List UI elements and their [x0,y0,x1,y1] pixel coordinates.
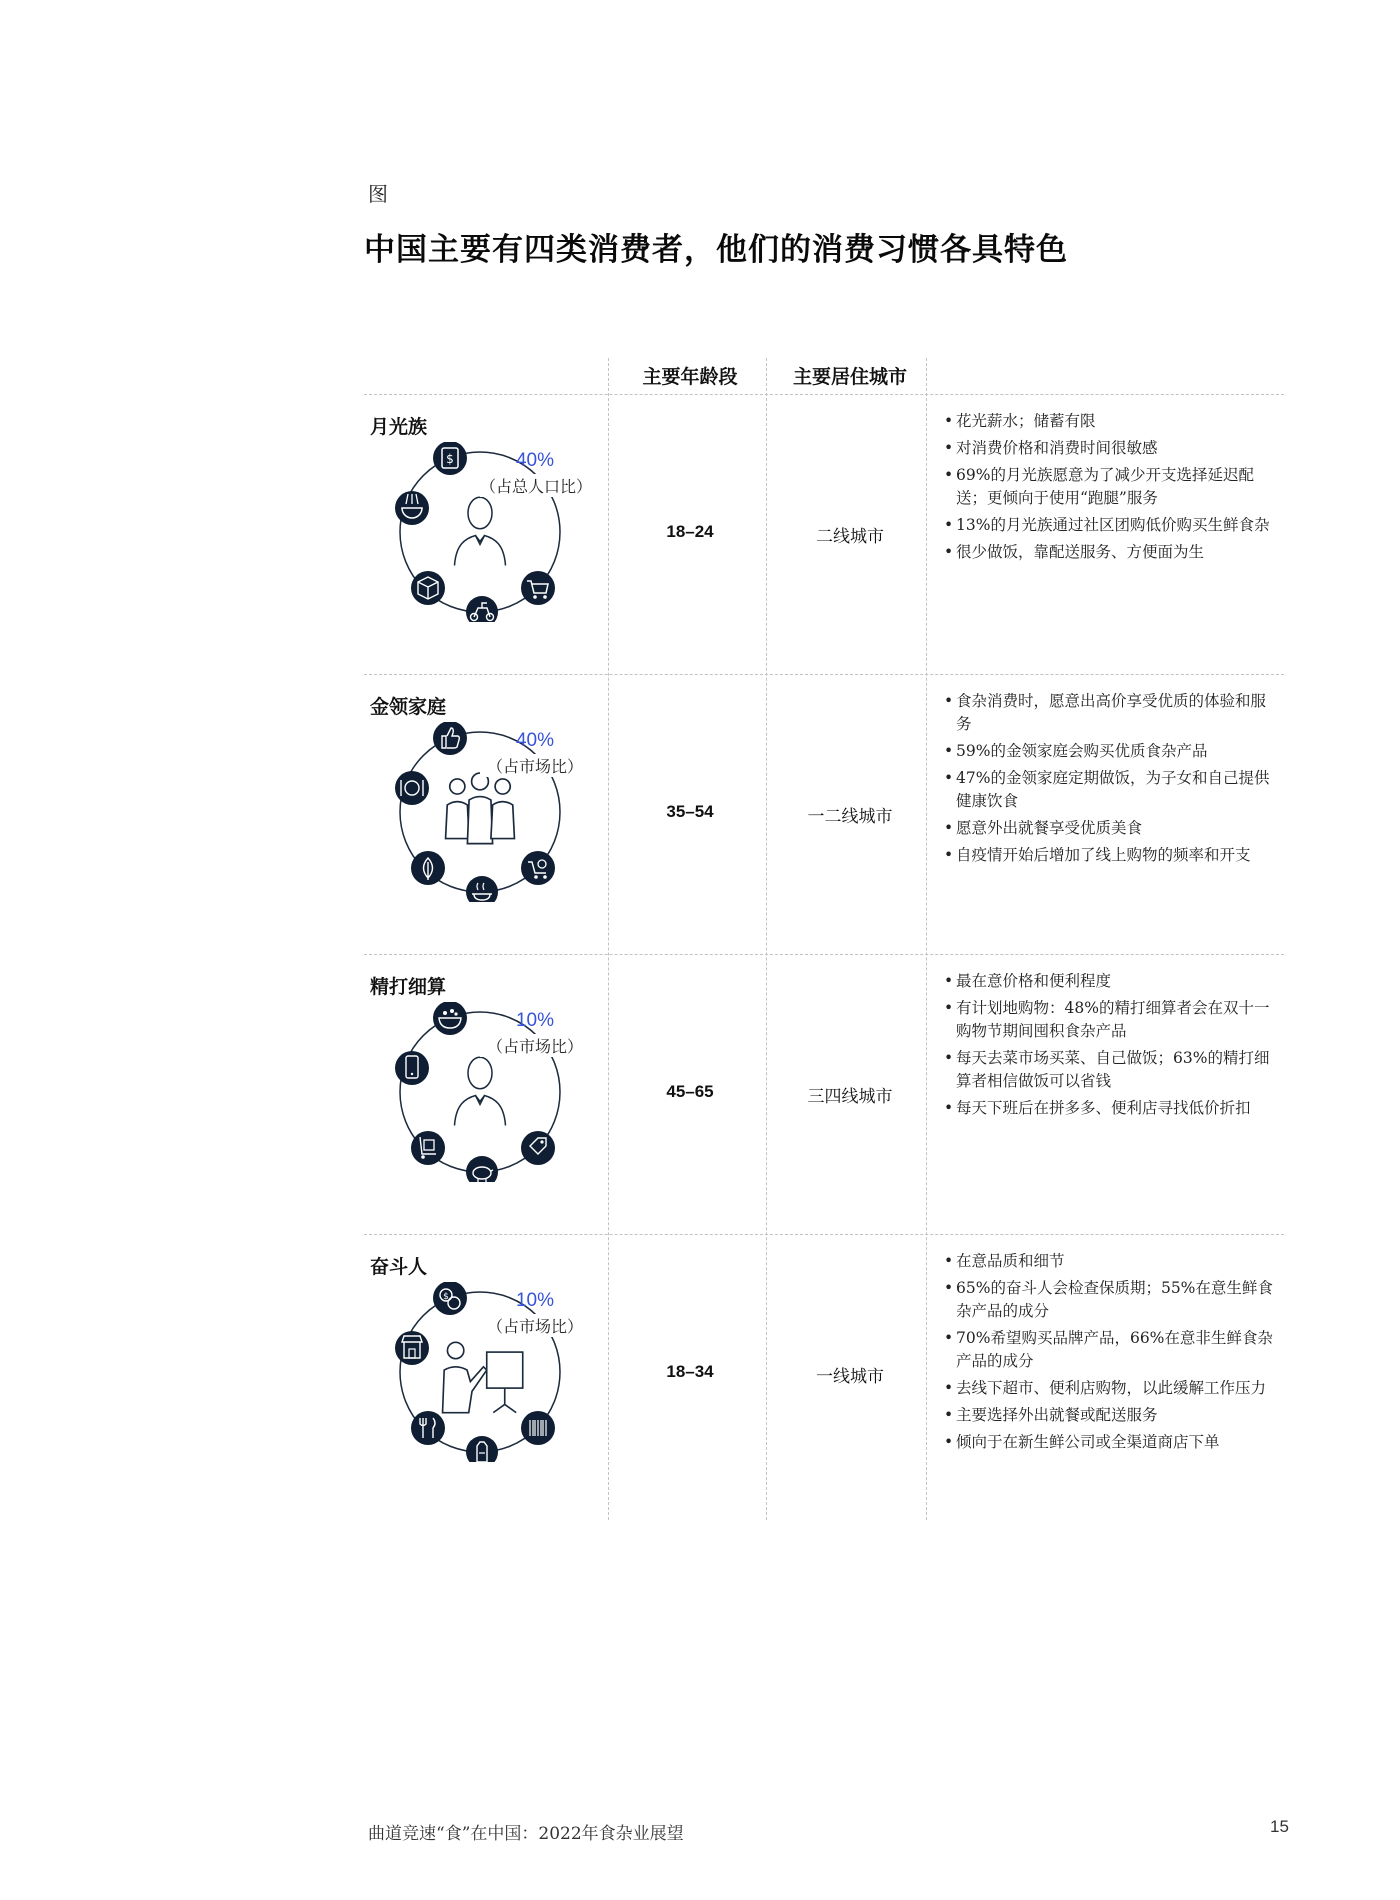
footer-publication-title: 曲道竞速“食”在中国：2022年食杂业展望 [368,1824,684,1844]
table-divider-horizontal [364,394,1284,395]
trait-item: • 很少做饭，靠配送服务、方便面为生 [944,541,1274,564]
trait-item: • 59%的金领家庭会购买优质食杂产品 [944,740,1274,763]
segment-percent-note: （占市场比） [480,754,590,777]
segment-traits [944,970,1274,1124]
trait-item: • 有计划地购物：48%的精打细算者会在双十一购物节期间囤积食杂产品 [944,997,1274,1043]
segment-traits [944,1250,1274,1458]
segment-name: 奋斗人 [370,1256,428,1278]
segment-age-range: 18–34 [666,1362,714,1381]
trait-item: • 倾向于在新生鲜公司或全渠道商店下单 [944,1431,1274,1454]
segment-name: 金领家庭 [370,696,447,718]
trait-item: • 每天去菜市场买菜、自己做饭；63%的精打细算者相信做饭可以省钱 [944,1047,1274,1093]
segment-age-range: 45–65 [666,1082,714,1101]
cutlery-icon [411,1411,445,1445]
segment-age-range: 35–54 [666,802,714,821]
table-row [0,678,1400,958]
presenter-icon [443,1342,523,1412]
trait-item: • 对消费价格和消费时间很敏感 [944,437,1274,460]
money-card-icon [433,442,467,475]
box-icon [411,571,445,605]
svg-text:$: $ [446,452,454,466]
trait-item: • 69%的月光族愿意为了减少开支选择延迟配送；更倾向于使用“跑腿”服务 [944,464,1274,510]
coins-icon [433,1282,467,1315]
segment-city-tier: 一二线城市 [807,807,893,827]
figure-label: 图 [368,182,388,206]
hand-truck-icon [411,1131,445,1165]
page-number: 15 [1270,1817,1289,1836]
trait-item: • 47%的金领家庭定期做饭，为子女和自己提供健康饮食 [944,767,1274,813]
delivery-cart-icon [521,851,555,885]
segment-name: 精打细算 [370,976,447,998]
scooter-icon [466,596,498,622]
trait-item: • 13%的月光族通过社区团购低价购买生鲜食杂 [944,514,1274,537]
barcode-icon [521,1411,555,1445]
plate-icon [395,771,429,805]
table-row [0,398,1400,678]
leaf-icon [411,851,445,885]
trait-item: • 每天下班后在拼多多、便利店寻找低价折扣 [944,1097,1274,1120]
trait-item: • 去线下超市、便利店购物，以此缓解工作压力 [944,1377,1274,1400]
trait-item: • 主要选择外出就餐或配送服务 [944,1404,1274,1427]
segment-percent: 10% [515,1290,555,1311]
piggy-bank-icon [466,1156,498,1182]
trait-item: • 食杂消费时，愿意出高价享受优质的体验和服务 [944,690,1274,736]
trait-item: • 最在意价格和便利程度 [944,970,1274,993]
segment-city-tier: 三四线城市 [807,1087,893,1107]
segment-name: 月光族 [370,416,428,438]
trait-item: • 自疫情开始后增加了线上购物的频率和开支 [944,844,1274,867]
trait-item: • 70%希望购买品牌产品，66%在意非生鲜食杂产品的成分 [944,1327,1274,1373]
segment-city-tier: 二线城市 [816,527,884,547]
shopping-cart-icon [521,571,555,605]
table-row [0,958,1400,1238]
svg-text:$: $ [443,1292,449,1302]
segment-percent: 40% [515,450,555,471]
segment-percent-note: （占总人口比） [480,474,590,497]
person-icon [455,1057,506,1125]
salad-bowl-icon [433,1002,467,1035]
table-row [0,1238,1400,1518]
price-tag-icon [521,1131,555,1165]
column-header-city: 主要居住城市 [792,366,907,388]
family-icon [446,773,515,844]
column-header-age: 主要年龄段 [642,366,738,388]
noodle-bowl-icon [395,491,429,525]
trait-item: • 在意品质和细节 [944,1250,1274,1273]
segment-age-range: 18–24 [666,522,714,541]
milk-carton-icon [466,1436,498,1462]
person-icon [455,497,506,565]
steaming-dish-icon [466,876,498,902]
segment-traits [944,410,1274,568]
figure-title: 中国主要有四类消费者，他们的消费习惯各具特色 [364,232,1068,268]
segment-percent-note: （占市场比） [480,1034,590,1057]
segment-percent-note: （占市场比） [480,1314,590,1337]
segment-percent: 10% [515,1010,555,1031]
storefront-icon [395,1331,429,1365]
thumbs-up-icon [433,722,467,755]
segment-city-tier: 一线城市 [816,1367,884,1387]
mobile-phone-icon [395,1051,429,1085]
trait-item: • 65%的奋斗人会检查保质期；55%在意生鲜食杂产品的成分 [944,1277,1274,1323]
trait-item: • 花光薪水；储蓄有限 [944,410,1274,433]
trait-item: • 愿意外出就餐享受优质美食 [944,817,1274,840]
segment-traits [944,690,1274,871]
segment-percent: 40% [515,730,555,751]
